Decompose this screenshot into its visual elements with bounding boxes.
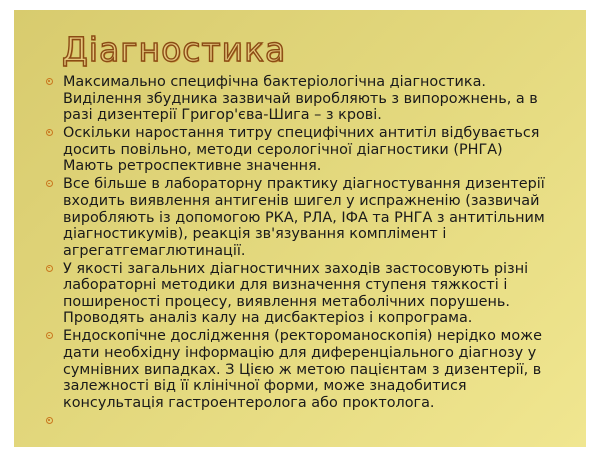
list-item-text: Максимально специфічна бактеріологічна діагностика. Виділення збудника зазвичай виробляють з випорожнень, а в разі дизентерії Григор'єва-Шига – з крові. <box>63 74 538 124</box>
list-item <box>46 328 582 411</box>
slide-title: Діагностика <box>62 30 287 69</box>
bullet-icon <box>46 180 53 187</box>
bullet-list <box>46 74 582 413</box>
list-item-text: У якості загальних діагностичних заходів застосовують різні лабораторні методики для визначення ступеня тяжкості і поширеності процесу, виявлення метаболічних порушень. Проводять аналіз калу на дисбактеріоз і копрограма. <box>63 260 529 327</box>
list-item-text: Ендоскопічне дослідження (ректороманоскопія) нерідко може дати необхідну інформацію для диференціального діагнозу у сумнівних випадках. З Цією ж метою пацієнтам з дизентерії, в залежності від її клінічної форми, може знадобитися консультація гастроентеролога або проктолога. <box>63 328 542 411</box>
slide-panel <box>14 10 586 447</box>
bullet-icon <box>46 78 53 85</box>
list-item-text: Все більше в лабораторну практику діагностування дизентерії входить виявлення антигенів шигел у испражненію (зазвичай виробляють із допомогою РКА, РЛА, ІФА та РНГА з антитільним діагностикумів), реакція зв'язування комплімент і агрегатгемаглютинації. <box>63 176 545 259</box>
bullet-icon <box>46 265 53 272</box>
bullet-icon <box>46 417 53 424</box>
bullet-icon <box>46 129 53 136</box>
list-item <box>46 125 582 175</box>
list-item <box>46 176 582 259</box>
list-item <box>46 261 582 327</box>
list-item <box>46 74 582 124</box>
list-item-text: Оскільки наростання титру специфічних антитіл відбувається досить повільно, методи серологічної діагностики (РНГА) Мають ретроспективне значення. <box>63 125 540 175</box>
bullet-icon <box>46 332 53 339</box>
